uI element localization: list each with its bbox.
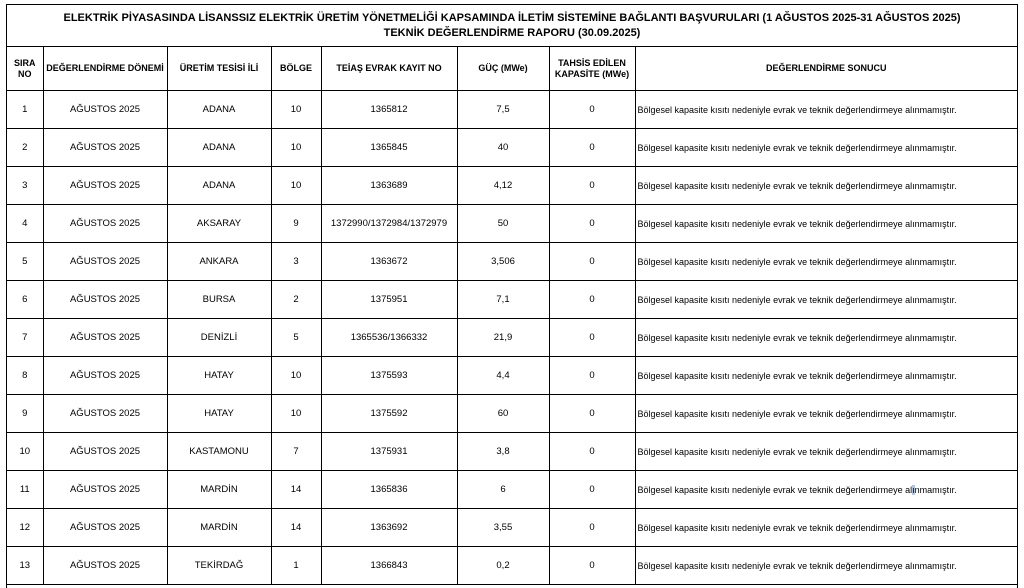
cell-sira-no: 11 bbox=[7, 471, 43, 509]
cell-bolge: 1 bbox=[271, 547, 321, 585]
cell-bolge: 14 bbox=[271, 471, 321, 509]
table-row bbox=[7, 319, 1017, 357]
cell-guc: 6 bbox=[457, 471, 549, 509]
cell-il: ADANA bbox=[167, 167, 271, 205]
cell-guc: 4,4 bbox=[457, 357, 549, 395]
cell-guc: 21,9 bbox=[457, 319, 549, 357]
cell-bolge: 2 bbox=[271, 281, 321, 319]
cell-donem: AĞUSTOS 2025 bbox=[43, 129, 167, 167]
header-donem: DEĞERLENDİRME DÖNEMİ bbox=[43, 47, 167, 91]
cell-sonuc: Bölgesel kapasite kısıtı nedeniyle evrak ve teknik değerlendirmeye alınmamıştır. bbox=[635, 167, 1017, 205]
header-sira-no: SIRA NO bbox=[7, 47, 43, 91]
cell-bolge: 9 bbox=[271, 205, 321, 243]
cell-kapasite: 0 bbox=[549, 509, 635, 547]
cell-kapasite: 0 bbox=[549, 547, 635, 585]
cell-evrak: 1365836 bbox=[321, 471, 457, 509]
cell-sira-no: 6 bbox=[7, 281, 43, 319]
cell-il: KASTAMONU bbox=[167, 433, 271, 471]
cell-bolge: 7 bbox=[271, 433, 321, 471]
cell-sira-no: 13 bbox=[7, 547, 43, 585]
cell-guc: 3,8 bbox=[457, 433, 549, 471]
text-selection-highlight: ı bbox=[912, 484, 915, 495]
table-row bbox=[7, 357, 1017, 395]
cell-il: HATAY bbox=[167, 357, 271, 395]
cell-donem: AĞUSTOS 2025 bbox=[43, 167, 167, 205]
cell-bolge: 3 bbox=[271, 243, 321, 281]
table-row bbox=[7, 167, 1017, 205]
table-row bbox=[7, 205, 1017, 243]
table-row bbox=[7, 509, 1017, 547]
cell-sonuc: Bölgesel kapasite kısıtı nedeniyle evrak ve teknik değerlendirmeye alınmamıştır. bbox=[635, 433, 1017, 471]
cell-guc: 50 bbox=[457, 205, 549, 243]
table-row bbox=[7, 395, 1017, 433]
cell-kapasite: 0 bbox=[549, 243, 635, 281]
report-title bbox=[7, 5, 1017, 47]
table-header-row bbox=[7, 47, 1017, 91]
table-row bbox=[7, 129, 1017, 167]
cell-evrak: 1363692 bbox=[321, 509, 457, 547]
cell-sira-no: 8 bbox=[7, 357, 43, 395]
cell-sonuc: Bölgesel kapasite kısıtı nedeniyle evrak ve teknik değerlendirmeye alınmamıştır. bbox=[635, 547, 1017, 585]
cell-kapasite: 0 bbox=[549, 471, 635, 509]
cell-kapasite: 0 bbox=[549, 281, 635, 319]
cell-sira-no: 1 bbox=[7, 91, 43, 129]
cell-donem: AĞUSTOS 2025 bbox=[43, 357, 167, 395]
cell-sira-no: 4 bbox=[7, 205, 43, 243]
cell-donem: AĞUSTOS 2025 bbox=[43, 243, 167, 281]
cell-il: BURSA bbox=[167, 281, 271, 319]
cell-bolge: 10 bbox=[271, 395, 321, 433]
cell-evrak: 1363672 bbox=[321, 243, 457, 281]
cell-evrak: 1372990/1372984/1372979 bbox=[321, 205, 457, 243]
header-guc: GÜÇ (MWe) bbox=[457, 47, 549, 91]
cell-guc: 3,55 bbox=[457, 509, 549, 547]
cell-sonuc: Bölgesel kapasite kısıtı nedeniyle evrak ve teknik değerlendirmeye alınmamıştır. bbox=[635, 509, 1017, 547]
cell-kapasite: 0 bbox=[549, 129, 635, 167]
cell-guc: 60 bbox=[457, 395, 549, 433]
applications-table bbox=[7, 47, 1017, 585]
cell-evrak: 1375951 bbox=[321, 281, 457, 319]
cell-il: TEKİRDAĞ bbox=[167, 547, 271, 585]
cell-bolge: 10 bbox=[271, 167, 321, 205]
header-kapasite: TAHSİS EDİLEN KAPASİTE (MWe) bbox=[549, 47, 635, 91]
cell-il: HATAY bbox=[167, 395, 271, 433]
cell-il: AKSARAY bbox=[167, 205, 271, 243]
cell-sira-no: 3 bbox=[7, 167, 43, 205]
header-evrak: TEİAŞ EVRAK KAYIT NO bbox=[321, 47, 457, 91]
cell-guc: 4,12 bbox=[457, 167, 549, 205]
cell-sonuc: Bölgesel kapasite kısıtı nedeniyle evrak ve teknik değerlendirmeye alınmamıştır. bbox=[635, 91, 1017, 129]
cell-sonuc: Bölgesel kapasite kısıtı nedeniyle evrak ve teknik değerlendirmeye alınmamıştır. bbox=[635, 205, 1017, 243]
cell-donem: AĞUSTOS 2025 bbox=[43, 547, 167, 585]
cell-sonuc: Bölgesel kapasite kısıtı nedeniyle evrak ve teknik değerlendirmeye alınmamıştır. bbox=[635, 281, 1017, 319]
report-title-line1: ELEKTRİK PİYASASINDA LİSANSSIZ ELEKTRİK ÜRETİM YÖNETMELİĞİ KAPSAMINDA İLETİM SİSTEMİNE BAĞLANTI BAŞVURULARI (1 AĞUSTOS 2025-31 AĞUSTOS 2025) bbox=[63, 12, 961, 24]
cell-kapasite: 0 bbox=[549, 433, 635, 471]
table-body bbox=[7, 91, 1017, 585]
cell-evrak: 1375931 bbox=[321, 433, 457, 471]
cell-donem: AĞUSTOS 2025 bbox=[43, 91, 167, 129]
cell-evrak: 1375592 bbox=[321, 395, 457, 433]
cell-sonuc: Bölgesel kapasite kısıtı nedeniyle evrak ve teknik değerlendirmeye alınmamıştır. bbox=[635, 243, 1017, 281]
cell-kapasite: 0 bbox=[549, 395, 635, 433]
cell-sonuc: Bölgesel kapasite kısıtı nedeniyle evrak ve teknik değerlendirmeye alınmamıştır. bbox=[635, 357, 1017, 395]
table-row bbox=[7, 433, 1017, 471]
cell-guc: 7,1 bbox=[457, 281, 549, 319]
cell-sira-no: 2 bbox=[7, 129, 43, 167]
cell-donem: AĞUSTOS 2025 bbox=[43, 281, 167, 319]
table-row bbox=[7, 91, 1017, 129]
cell-kapasite: 0 bbox=[549, 167, 635, 205]
cell-sonuc: Bölgesel kapasite kısıtı nedeniyle evrak ve teknik değerlendirmeye alınmamıştır. bbox=[635, 319, 1017, 357]
cell-donem: AĞUSTOS 2025 bbox=[43, 509, 167, 547]
cell-il: ADANA bbox=[167, 91, 271, 129]
cell-bolge: 5 bbox=[271, 319, 321, 357]
cell-donem: AĞUSTOS 2025 bbox=[43, 395, 167, 433]
cell-il: DENİZLİ bbox=[167, 319, 271, 357]
cell-sonuc: Bölgesel kapasite kısıtı nedeniyle evrak ve teknik değerlendirmeye alınmamıştır. bbox=[635, 471, 1017, 509]
cell-sira-no: 10 bbox=[7, 433, 43, 471]
cell-guc: 7,5 bbox=[457, 91, 549, 129]
report-sheet bbox=[6, 4, 1018, 588]
cell-il: MARDİN bbox=[167, 509, 271, 547]
cell-evrak: 1363689 bbox=[321, 167, 457, 205]
header-sonuc: DEĞERLENDİRME SONUCU bbox=[635, 47, 1017, 91]
cell-kapasite: 0 bbox=[549, 319, 635, 357]
table-row bbox=[7, 281, 1017, 319]
table-row bbox=[7, 243, 1017, 281]
cell-il: MARDİN bbox=[167, 471, 271, 509]
cell-kapasite: 0 bbox=[549, 357, 635, 395]
cell-guc: 40 bbox=[457, 129, 549, 167]
cell-il: ADANA bbox=[167, 129, 271, 167]
cell-guc: 3,506 bbox=[457, 243, 549, 281]
cell-evrak: 1375593 bbox=[321, 357, 457, 395]
cell-sira-no: 12 bbox=[7, 509, 43, 547]
cell-bolge: 10 bbox=[271, 129, 321, 167]
cell-kapasite: 0 bbox=[549, 91, 635, 129]
cell-donem: AĞUSTOS 2025 bbox=[43, 471, 167, 509]
cell-bolge: 10 bbox=[271, 91, 321, 129]
cell-donem: AĞUSTOS 2025 bbox=[43, 319, 167, 357]
cell-sonuc: Bölgesel kapasite kısıtı nedeniyle evrak ve teknik değerlendirmeye alınmamıştır. bbox=[635, 129, 1017, 167]
cell-evrak: 1365812 bbox=[321, 91, 457, 129]
table-row bbox=[7, 547, 1017, 585]
cell-donem: AĞUSTOS 2025 bbox=[43, 433, 167, 471]
cell-evrak: 1365845 bbox=[321, 129, 457, 167]
cell-donem: AĞUSTOS 2025 bbox=[43, 205, 167, 243]
cell-kapasite: 0 bbox=[549, 205, 635, 243]
cell-guc: 0,2 bbox=[457, 547, 549, 585]
cell-sira-no: 5 bbox=[7, 243, 43, 281]
report-title-line2: TEKNİK DEĞERLENDİRME RAPORU (30.09.2025) bbox=[383, 27, 641, 39]
cell-sira-no: 9 bbox=[7, 395, 43, 433]
cell-evrak: 1365536/1366332 bbox=[321, 319, 457, 357]
cell-bolge: 14 bbox=[271, 509, 321, 547]
cell-evrak: 1366843 bbox=[321, 547, 457, 585]
header-il: ÜRETİM TESİSİ İLİ bbox=[167, 47, 271, 91]
cell-il: ANKARA bbox=[167, 243, 271, 281]
cell-sira-no: 7 bbox=[7, 319, 43, 357]
cell-sonuc: Bölgesel kapasite kısıtı nedeniyle evrak ve teknik değerlendirmeye alınmamıştır. bbox=[635, 395, 1017, 433]
table-row bbox=[7, 471, 1017, 509]
header-bolge: BÖLGE bbox=[271, 47, 321, 91]
cell-bolge: 10 bbox=[271, 357, 321, 395]
